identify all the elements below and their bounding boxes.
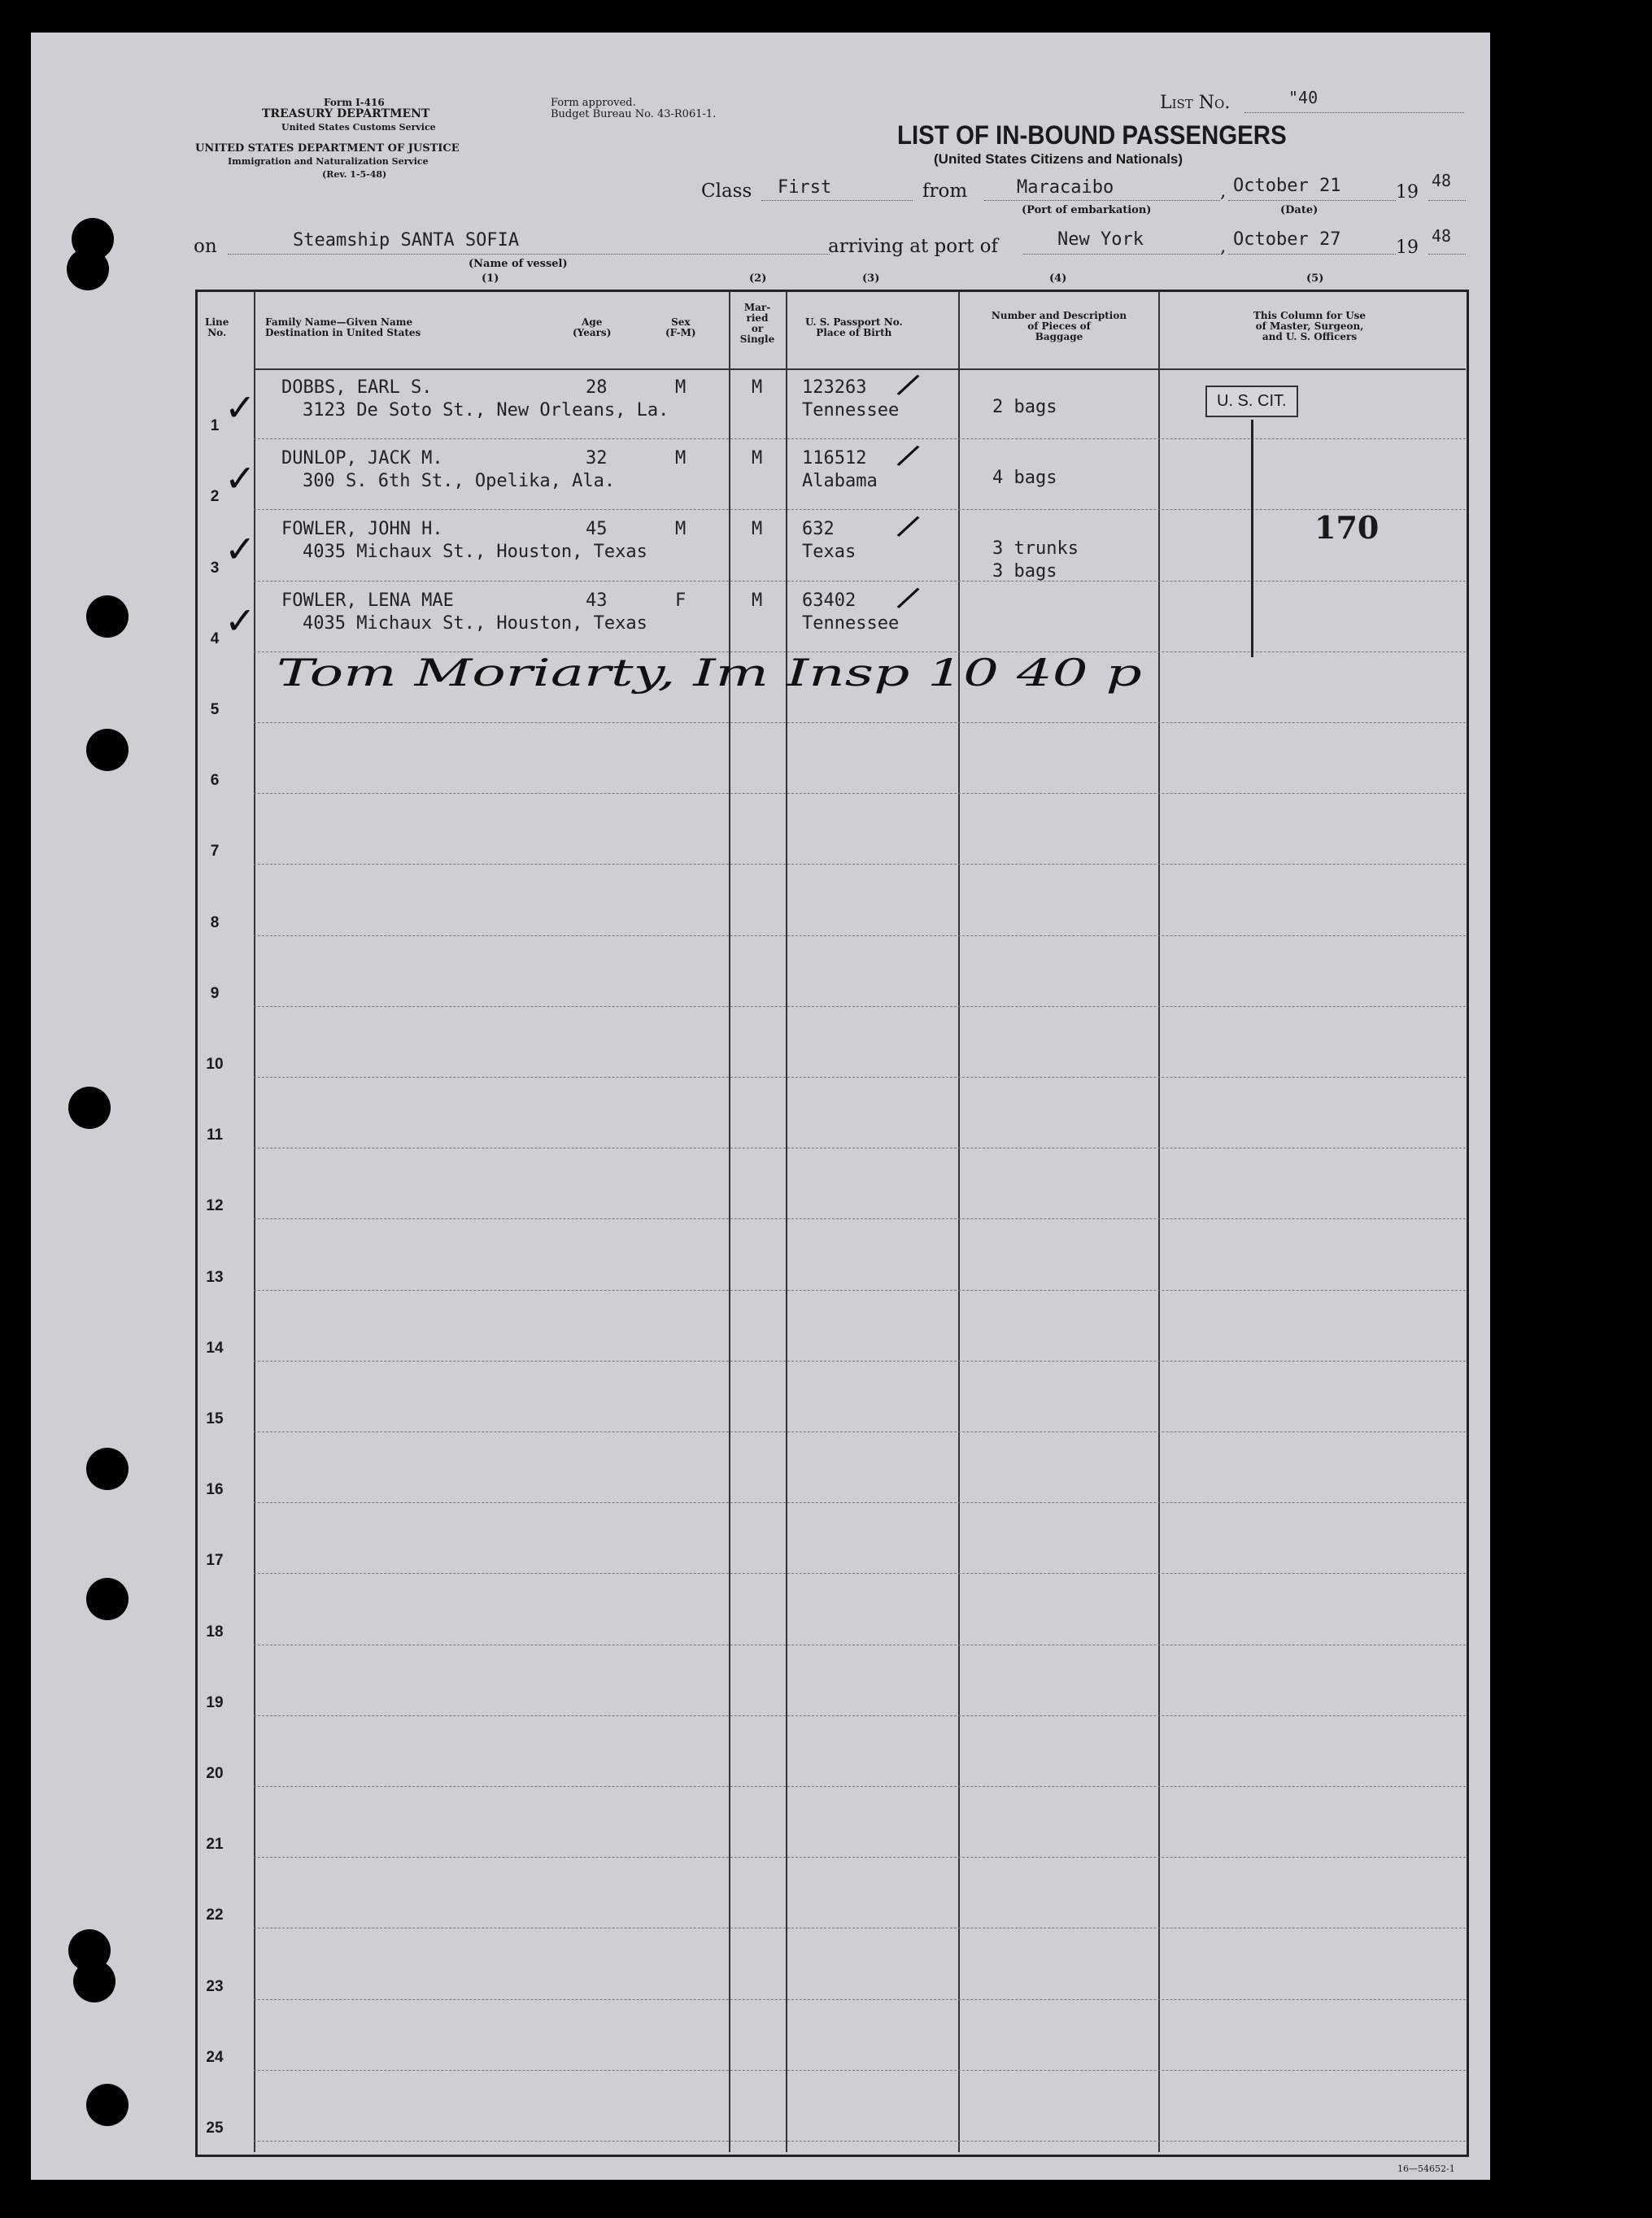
list-no-label: List No. xyxy=(1160,93,1231,113)
row-line xyxy=(254,1218,1466,1219)
date-caption: (Date) xyxy=(1280,204,1319,216)
line-number: 10 xyxy=(206,1056,224,1073)
row-line xyxy=(254,1999,1466,2000)
ins-service: Immigration and Naturalization Service xyxy=(228,156,429,167)
line-number: 21 xyxy=(206,1836,224,1854)
line-number: 13 xyxy=(206,1268,224,1286)
passenger-name: FOWLER, JOHN H. xyxy=(281,519,443,540)
row-line xyxy=(254,509,1466,510)
line-number: 19 xyxy=(206,1693,224,1711)
passenger-address: 4035 Michaux St., Houston, Texas xyxy=(303,542,647,563)
list-no-line xyxy=(1244,112,1464,113)
line-number: 8 xyxy=(210,913,220,931)
punch-hole xyxy=(73,1960,116,2002)
line-number: 22 xyxy=(206,1906,224,1924)
check-mark-icon: ✓ xyxy=(224,386,256,429)
line-number: 3 xyxy=(210,559,220,577)
row-line xyxy=(254,2070,1466,2071)
passenger-sex: M xyxy=(675,448,687,469)
year-prefix-2: 19 xyxy=(1396,237,1419,258)
col-divider xyxy=(1158,291,1160,2152)
baggage: 4 bags xyxy=(992,468,1057,489)
date-line xyxy=(1228,200,1396,201)
tick-mark-icon: ∕ xyxy=(894,508,923,546)
form-approved: Form approved. xyxy=(551,97,636,109)
passport-number: 63402 xyxy=(802,590,857,611)
col-num-5: (5) xyxy=(1306,272,1324,285)
from-label: from xyxy=(922,181,968,202)
line-number: 5 xyxy=(210,701,220,718)
header-baggage: Number and Description of Pieces of Baggage xyxy=(991,310,1127,342)
baggage: 3 trunks xyxy=(992,538,1079,560)
passenger-sex: M xyxy=(675,519,687,540)
from-line xyxy=(984,200,1220,201)
class-value: First xyxy=(778,177,832,198)
passenger-marital: M xyxy=(752,448,763,469)
year-line xyxy=(1428,200,1466,201)
passenger-table xyxy=(195,290,1469,2157)
on-label: on xyxy=(194,236,217,257)
passenger-name: FOWLER, LENA MAE xyxy=(281,590,454,611)
arrival-date: October 27 xyxy=(1233,229,1341,250)
header-line-no: Line No. xyxy=(205,316,229,338)
passenger-marital: M xyxy=(752,519,763,540)
col-divider xyxy=(729,291,730,2152)
vessel-line xyxy=(228,254,830,255)
line-number: 11 xyxy=(206,1126,224,1144)
port-embarkation-caption: (Port of embarkation) xyxy=(1022,204,1152,216)
vessel-name: Steamship SANTA SOFIA xyxy=(293,230,520,251)
comma: , xyxy=(1220,236,1227,257)
col-num-1: (1) xyxy=(482,272,499,285)
passenger-address: 4035 Michaux St., Houston, Texas xyxy=(303,612,647,634)
row-line xyxy=(254,2141,1466,2142)
punch-hole xyxy=(86,1578,129,1620)
departure-year: 48 xyxy=(1432,171,1452,190)
manifest-number: 170 xyxy=(1314,509,1380,546)
tick-mark-icon: ∕ xyxy=(894,436,923,475)
treasury-dept: TREASURY DEPARTMENT xyxy=(262,107,430,120)
arrival-date-line xyxy=(1228,254,1396,255)
departure-date: October 21 xyxy=(1233,176,1341,196)
punch-hole xyxy=(67,248,109,290)
col-divider xyxy=(958,291,960,2152)
place-of-birth: Texas xyxy=(802,542,857,563)
page-subtitle: (United States Citizens and Nationals) xyxy=(934,151,1183,167)
row-line xyxy=(254,1502,1466,1503)
header-passport: U. S. Passport No. Place of Birth xyxy=(805,316,903,338)
col-num-2: (2) xyxy=(749,272,767,285)
line-number: 7 xyxy=(210,843,220,861)
class-line xyxy=(761,200,913,201)
punch-hole xyxy=(68,1087,111,1129)
row-line xyxy=(254,1431,1466,1432)
row-line xyxy=(254,1573,1466,1574)
header-officers: This Column for Use of Master, Surgeon, and U. S. Officers xyxy=(1253,310,1366,342)
vessel-caption: (Name of vessel) xyxy=(469,258,568,270)
line-number: 1 xyxy=(210,417,220,435)
header-name: Family Name—Given Name Destination in United States xyxy=(265,316,421,338)
baggage: 2 bags xyxy=(992,397,1057,417)
table-header-divider xyxy=(254,368,1466,370)
passenger-name: DOBBS, EARL S. xyxy=(281,377,433,398)
line-number: 18 xyxy=(206,1623,224,1641)
row-line xyxy=(254,793,1466,794)
arrival-port-line xyxy=(1023,254,1222,255)
line-number: 23 xyxy=(206,1977,224,1995)
page-title: LIST OF IN-BOUND PASSENGERS xyxy=(897,120,1287,150)
budget-bureau: Budget Bureau No. 43-R061-1. xyxy=(551,108,717,120)
row-line xyxy=(254,1077,1466,1078)
passenger-name: DUNLOP, JACK M. xyxy=(281,448,443,469)
line-number: 24 xyxy=(206,2048,224,2066)
col-divider xyxy=(786,291,787,2152)
arrival-year-line xyxy=(1428,254,1466,255)
year-prefix-1: 19 xyxy=(1396,182,1419,203)
check-mark-icon: ✓ xyxy=(224,456,256,501)
passenger-age: 45 xyxy=(586,519,608,540)
line-number: 9 xyxy=(210,984,220,1002)
row-line xyxy=(254,1290,1466,1291)
punch-hole xyxy=(86,595,129,638)
header-age: Age (Years) xyxy=(573,316,612,338)
class-label: Class xyxy=(701,181,752,202)
passenger-address: 3123 De Soto St., New Orleans, La. xyxy=(303,400,669,421)
arrival-port: New York xyxy=(1057,229,1144,250)
line-number: 25 xyxy=(206,2120,224,2137)
header-sex: Sex (F-M) xyxy=(665,316,696,338)
form-number: Form I-416 xyxy=(324,97,385,108)
passport-number: 123263 xyxy=(802,377,867,398)
list-no-value: "40 xyxy=(1288,88,1319,107)
line-number: 6 xyxy=(210,772,220,790)
passenger-sex: F xyxy=(675,590,687,611)
arriving-label: arriving at port of xyxy=(828,236,998,257)
row-line xyxy=(254,1857,1466,1858)
line-number: 4 xyxy=(210,630,220,647)
passenger-marital: M xyxy=(752,377,763,398)
passenger-age: 32 xyxy=(586,448,608,469)
punch-hole xyxy=(86,2084,129,2126)
check-mark-icon: ✓ xyxy=(224,598,256,643)
passenger-sex: M xyxy=(675,377,687,398)
baggage: 3 bags xyxy=(992,561,1057,582)
embarkation-port: Maracaibo xyxy=(1017,177,1114,198)
row-line xyxy=(254,1006,1466,1007)
passenger-age: 28 xyxy=(586,377,608,398)
us-citizen-stamp: U. S. CIT. xyxy=(1205,386,1298,417)
tick-mark-icon: ∕ xyxy=(894,578,923,617)
comma: , xyxy=(1220,181,1227,202)
line-number: 16 xyxy=(206,1481,224,1499)
place-of-birth: Tennessee xyxy=(802,612,900,634)
row-line xyxy=(254,935,1466,936)
row-line xyxy=(254,1715,1466,1716)
form-code: 16—54652-1 xyxy=(1397,2164,1455,2174)
inspector-signature: Tom Moriarty, Im Insp 10 40 p xyxy=(277,651,1142,695)
header-married: Mar- ried or Single xyxy=(739,302,775,345)
row-line xyxy=(254,1361,1466,1362)
punch-hole xyxy=(86,1448,129,1490)
justice-dept: UNITED STATES DEPARTMENT OF JUSTICE xyxy=(195,142,460,155)
passport-number: 632 xyxy=(802,519,835,540)
line-number: 15 xyxy=(206,1410,224,1427)
line-number: 12 xyxy=(206,1197,224,1215)
tick-mark-icon: ∕ xyxy=(894,365,923,404)
passenger-marital: M xyxy=(752,590,763,611)
place-of-birth: Tennessee xyxy=(802,400,900,421)
check-mark-icon: ✓ xyxy=(224,527,256,572)
passport-number: 116512 xyxy=(802,448,867,469)
line-number: 14 xyxy=(206,1339,224,1357)
passenger-age: 43 xyxy=(586,590,608,611)
row-line xyxy=(254,722,1466,723)
passenger-address: 300 S. 6th St., Opelika, Ala. xyxy=(303,471,616,492)
customs-service: United States Customs Service xyxy=(281,122,436,133)
line-number: 2 xyxy=(210,488,220,506)
row-line xyxy=(254,581,1466,582)
stamp-bracket-line xyxy=(1251,420,1253,657)
line-number: 17 xyxy=(206,1552,224,1570)
line-number: 20 xyxy=(206,1765,224,1782)
row-line xyxy=(254,864,1466,865)
row-line xyxy=(254,1786,1466,1787)
revision: (Rev. 1-5-48) xyxy=(322,169,387,180)
col-num-4: (4) xyxy=(1049,272,1067,285)
punch-hole xyxy=(86,729,129,771)
row-line xyxy=(254,438,1466,439)
place-of-birth: Alabama xyxy=(802,471,878,492)
col-num-3: (3) xyxy=(862,272,880,285)
arrival-year: 48 xyxy=(1432,226,1452,246)
